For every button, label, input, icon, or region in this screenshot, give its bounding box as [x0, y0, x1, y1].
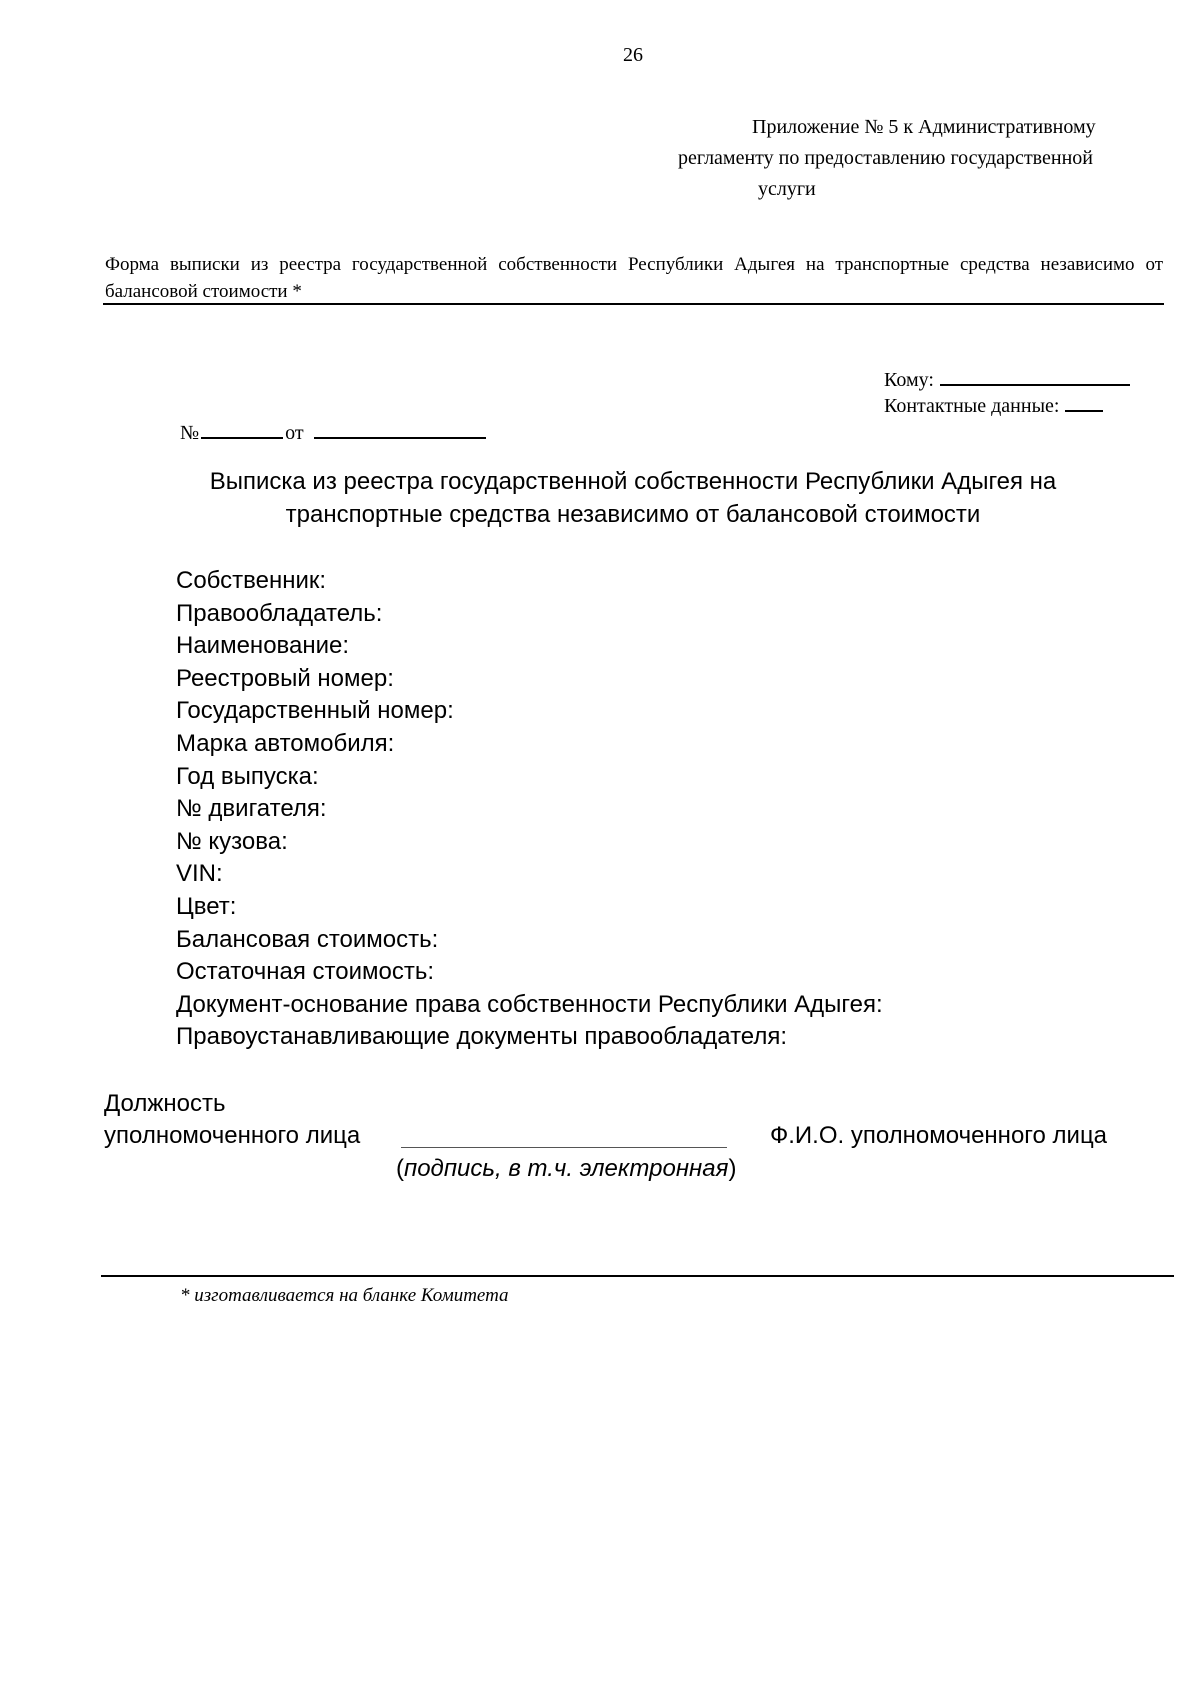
- field-car-brand: Марка автомобиля:: [176, 729, 395, 757]
- signature-line: [401, 1147, 727, 1148]
- document-date-blank: [314, 419, 486, 439]
- field-body-number: № кузова:: [176, 827, 288, 855]
- field-engine-number: № двигателя:: [176, 795, 327, 823]
- recipient-contact-label: Контактные данные:: [884, 395, 1060, 417]
- field-year: Год выпуска:: [176, 762, 319, 790]
- extract-title-line-2: транспортные средства независимо от балансовой стоимости: [285, 501, 981, 528]
- recipient-contact-row: [884, 392, 1103, 418]
- field-basis-document: Документ-основание права собственности Республики Адыгея:: [176, 990, 883, 1018]
- appendix-line-1: Приложение № 5 к Административному: [752, 116, 1096, 138]
- caption-text: подпись, в т.ч. электронная: [404, 1155, 729, 1182]
- position-label-line-1: Должность: [104, 1090, 226, 1117]
- form-title-underline: [103, 303, 1164, 305]
- field-vin: VIN:: [176, 860, 223, 888]
- appendix-line-3: услуги: [758, 178, 816, 200]
- document-number-row: [180, 419, 486, 445]
- recipient-to-row: [884, 366, 1130, 392]
- caption-close-paren: ): [728, 1155, 737, 1182]
- caption-open-paren: (: [396, 1155, 404, 1182]
- footnote-divider: [101, 1275, 1174, 1277]
- extract-title-line-1: Выписка из реестра государственной собственности Республики Адыгея на: [209, 468, 1057, 495]
- appendix-line-2: регламенту по предоставлению государственной: [678, 147, 1093, 169]
- form-title: Форма выписки из реестра государственной собственности Республики Адыгея на транспортные средства независимо от балансовой стоимости *: [105, 254, 1163, 302]
- field-registry-number: Реестровый номер:: [176, 664, 394, 692]
- extract-title: [100, 465, 1166, 531]
- position-label-line-2: уполномоченного лица: [104, 1122, 361, 1149]
- document-number-blank: [201, 419, 283, 439]
- field-residual-value: Остаточная стоимость:: [176, 958, 435, 986]
- recipient-to-label: Кому:: [884, 369, 934, 391]
- signature-caption: [396, 1155, 736, 1183]
- field-title-documents: Правоустанавливающие документы правообладателя:: [176, 1023, 788, 1051]
- field-list: [176, 565, 883, 1054]
- field-color: Цвет:: [176, 892, 237, 920]
- field-state-number: Государственный номер:: [176, 697, 454, 725]
- recipient-contact-blank: [1065, 392, 1103, 412]
- from-label: от: [285, 422, 304, 444]
- recipient-to-blank: [940, 366, 1130, 386]
- field-book-value: Балансовая стоимость:: [176, 925, 439, 953]
- field-name: Наименование:: [176, 632, 350, 660]
- field-owner: Собственник:: [176, 567, 327, 594]
- fio-label: Ф.И.О. уполномоченного лица: [770, 1122, 1108, 1149]
- footnote: * изготавливается на бланке Комитета: [180, 1285, 509, 1306]
- field-rightholder: Правообладатель:: [176, 599, 383, 627]
- page-number: 26: [623, 44, 643, 66]
- number-sign: №: [180, 422, 200, 444]
